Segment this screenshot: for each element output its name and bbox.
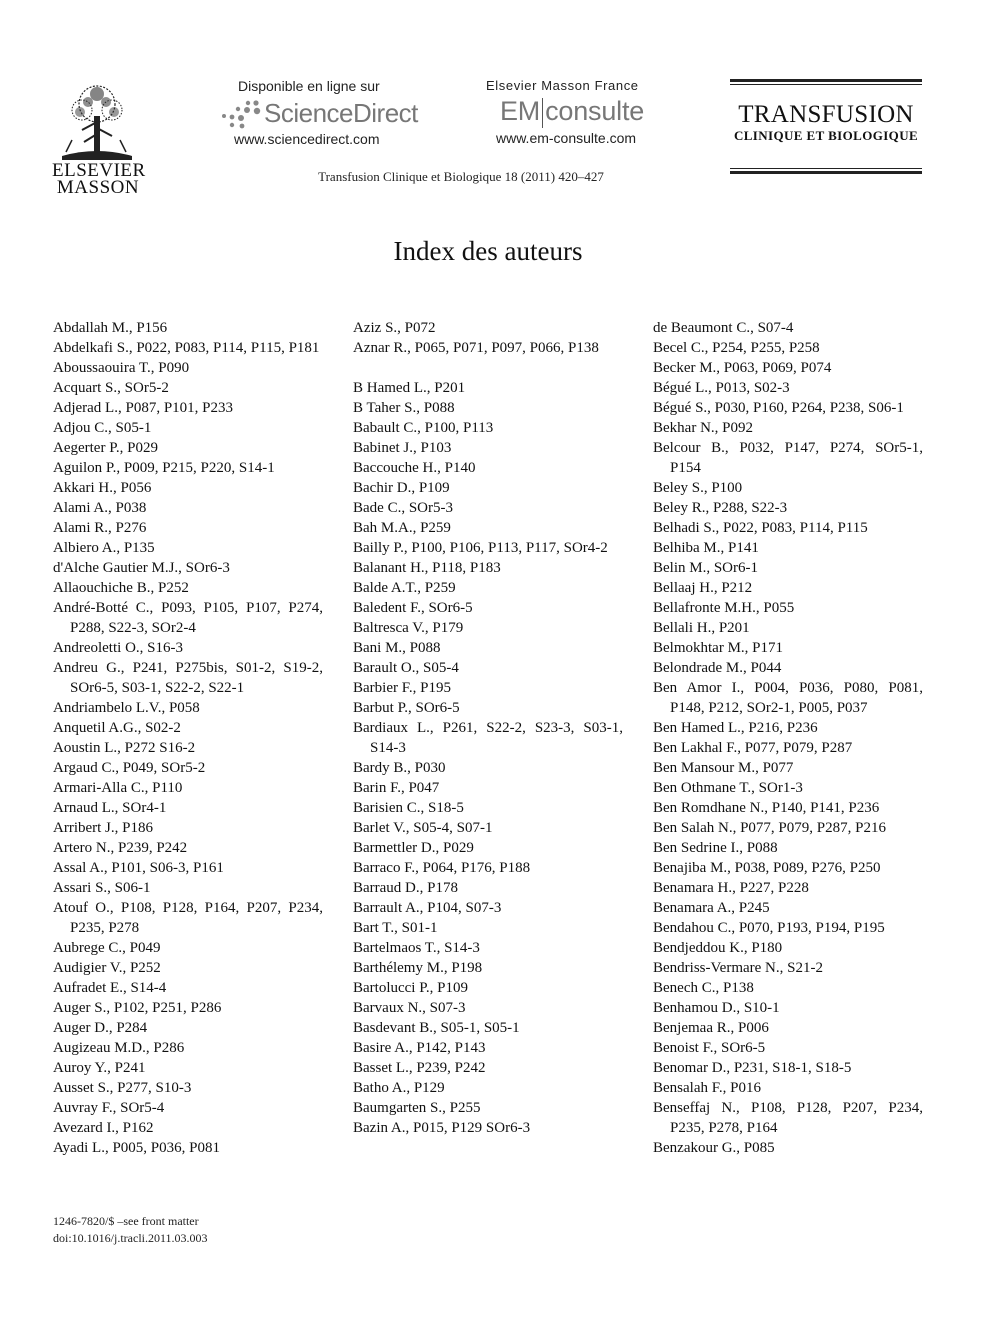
doi-line[interactable]: doi:10.1016/j.tracli.2011.03.003: [53, 1231, 208, 1245]
index-entry: Aziz S., P072: [353, 320, 436, 336]
index-entry: Becker M., P063, P069, P074: [653, 360, 832, 376]
index-entry: Bendriss-Vermare N., S21-2: [653, 960, 823, 976]
index-entry: Acquart S., SOr5-2: [53, 380, 169, 396]
index-entry: Beley S., P100: [653, 480, 743, 496]
journal-logo-rule-top: [730, 79, 922, 82]
index-entry: Armari-Alla C., P110: [53, 780, 183, 796]
index-entry: Barbut P., SOr6-5: [353, 700, 460, 716]
index-entry: Becel C., P254, P255, P258: [653, 340, 820, 356]
index-entry: Babault C., P100, P113: [353, 420, 494, 436]
index-entry: Batho A., P129: [353, 1080, 445, 1096]
index-entry: Audigier V., P252: [53, 960, 161, 976]
index-entry: Atouf O., P108, P128, P164, P207, P234, P235, P278: [53, 900, 323, 936]
elsevier-wordmark: ELSEVIER: [52, 160, 146, 181]
emconsulte-brand-em: EM: [500, 96, 541, 126]
index-entry: Belondrade M., P044: [653, 660, 782, 676]
index-entry: Benoist F., SOr6-5: [653, 1040, 766, 1056]
index-entry: Arribert J., P186: [53, 820, 153, 836]
index-entry: Barault O., S05-4: [353, 660, 459, 676]
index-column-1: [53, 318, 323, 1158]
index-entry: Barlet V., S05-4, S07-1: [353, 820, 493, 836]
index-entry: Bart T., S01-1: [353, 920, 438, 936]
journal-reference-text: Transfusion Clinique et Biologique 18 (2011) 420–427: [318, 169, 604, 184]
index-entry: Aegerter P., P029: [53, 440, 158, 456]
index-entry: Augizeau M.D., P286: [53, 1040, 185, 1056]
index-entry: Benomar D., P231, S18-1, S18-5: [653, 1060, 852, 1076]
index-entry: Assal A., P101, S06-3, P161: [53, 860, 224, 876]
emconsulte-divider: [542, 98, 543, 128]
index-entry: Basset L., P239, P242: [353, 1060, 486, 1076]
emconsulte-url[interactable]: www.em-consulte.com: [496, 129, 637, 146]
index-entry: Barbier F., P195: [353, 680, 451, 696]
index-entry: Anquetil A.G., S02-2: [53, 720, 181, 736]
index-entry: Argaud C., P049, SOr5-2: [53, 760, 206, 776]
letter-gap: [353, 358, 623, 378]
emconsulte-tagline: Elsevier Masson France: [486, 78, 639, 93]
index-column-2: [353, 318, 623, 1138]
index-entry: Barraud D., P178: [353, 880, 458, 896]
index-entry: Bani M., P088: [353, 640, 441, 656]
journal-logo-title: TRANSFUSION: [738, 101, 914, 128]
index-entry: Ben Othmane T., SOr1-3: [653, 780, 803, 796]
index-column-3: [653, 318, 923, 1158]
page-title: Index des auteurs: [393, 236, 583, 266]
index-entry: Barmettler D., P029: [353, 840, 474, 856]
index-entry: Ben Salah N., P077, P079, P287, P216: [653, 820, 886, 836]
index-entry: Bendahou C., P070, P193, P194, P195: [653, 920, 885, 936]
index-entry: Barraco F., P064, P176, P188: [353, 860, 531, 876]
index-entry: B Taher S., P088: [353, 400, 455, 416]
index-entry: Barthélemy M., P198: [353, 960, 483, 976]
index-entry: Assari S., S06-1: [53, 880, 151, 896]
index-entry: Bellaaj H., P212: [653, 580, 753, 596]
index-entry: Andreoletti O., S16-3: [53, 640, 183, 656]
index-entry: Bendjeddou K., P180: [653, 940, 783, 956]
index-entry: Balde A.T., P259: [353, 580, 456, 596]
index-entry: Auvray F., SOr5-4: [53, 1100, 165, 1116]
index-entry: Bailly P., P100, P106, P113, P117, SOr4-2: [353, 540, 608, 556]
index-entry: Aznar R., P065, P071, P097, P066, P138: [353, 340, 599, 356]
index-entry: Ben Amor I., P004, P036, P080, P081, P148, P212, SOr2-1, P005, P037: [653, 680, 923, 716]
index-entry: Bachir D., P109: [353, 480, 450, 496]
journal-logo-rule-bottom-thin: [730, 168, 922, 169]
journal-logo: [730, 79, 922, 174]
index-entry: Basire A., P142, P143: [353, 1040, 486, 1056]
index-entry: Aboussaouira T., P090: [53, 360, 190, 376]
index-entry: Bensalah F., P016: [653, 1080, 761, 1096]
index-entry: Belmokhtar M., P171: [653, 640, 783, 656]
index-entry: Alami R., P276: [53, 520, 147, 536]
index-entry: Belhiba M., P141: [653, 540, 759, 556]
index-entry: Belin M., SOr6-1: [653, 560, 758, 576]
sciencedirect-tagline: Disponible en ligne sur: [238, 78, 380, 94]
index-entry: Benamara A., P245: [653, 900, 770, 916]
index-entry: Baccouche H., P140: [353, 460, 476, 476]
issn-line: 1246-7820/$ –see front matter: [53, 1214, 199, 1228]
index-entry: Auger S., P102, P251, P286: [53, 1000, 222, 1016]
index-entry: Adjou C., S05-1: [53, 420, 152, 436]
journal-logo-rule-top-thin: [730, 84, 922, 85]
index-entry: Bazin A., P015, P129 SOr6-3: [353, 1120, 531, 1136]
index-entry: Albiero A., P135: [53, 540, 155, 556]
index-entry: Basdevant B., S05-1, S05-1: [353, 1020, 520, 1036]
journal-logo-rule-bottom: [730, 171, 922, 174]
index-entry: Ben Lakhal F., P077, P079, P287: [653, 740, 853, 756]
sciencedirect-url[interactable]: www.sciencedirect.com: [234, 131, 380, 147]
index-entry: Barisien C., S18-5: [353, 800, 464, 816]
index-entry: Bartolucci P., P109: [353, 980, 468, 996]
index-entry: Benjemaa R., P006: [653, 1020, 769, 1036]
index-entry: Ben Hamed L., P216, P236: [653, 720, 818, 736]
index-entry: Benseffaj N., P108, P128, P207, P234, P235, P278, P164: [653, 1100, 923, 1136]
index-entry: Bade C., SOr5-3: [353, 500, 453, 516]
index-entry: Bardiaux L., P261, S22-2, S23-3, S03-1, S14-3: [353, 720, 623, 756]
index-entry: Benech C., P138: [653, 980, 754, 996]
index-entry: Bah M.A., P259: [353, 520, 451, 536]
index-entry: Bellafronte M.H., P055: [653, 600, 795, 616]
sciencedirect-brand: ScienceDirect: [264, 98, 418, 128]
index-entry: Belhadi S., P022, P083, P114, P115: [653, 520, 868, 536]
index-entry: Bégué S., P030, P160, P264, P238, S06-1: [653, 400, 904, 416]
index-entry: Baltresca V., P179: [353, 620, 464, 636]
index-entry: Benhamou D., S10-1: [653, 1000, 780, 1016]
index-entry: Barvaux N., S07-3: [353, 1000, 466, 1016]
index-entry: Adjerad L., P087, P101, P233: [53, 400, 233, 416]
index-entry: Bartelmaos T., S14-3: [353, 940, 480, 956]
sciencedirect-block: [218, 78, 418, 147]
index-entry: Aguilon P., P009, P215, P220, S14-1: [53, 460, 275, 476]
index-entry: Aoustin L., P272 S16-2: [53, 740, 196, 756]
page-header: [0, 0, 992, 215]
index-entry: Arnaud L., SOr4-1: [53, 800, 167, 816]
index-entry: Ben Sedrine I., P088: [653, 840, 778, 856]
index-entry: Akkari H., P056: [53, 480, 152, 496]
emconsulte-block: [486, 78, 666, 146]
index-entry: Ben Mansour M., P077: [653, 760, 794, 776]
index-entry: Balanant H., P118, P183: [353, 560, 501, 576]
index-entry: Bellali H., P201: [653, 620, 750, 636]
index-entry: Andriambelo L.V., P058: [53, 700, 200, 716]
index-entry: Barrault A., P104, S07-3: [353, 900, 502, 916]
index-entry: Beley R., P288, S22-3: [653, 500, 788, 516]
index-entry: Bekhar N., P092: [653, 420, 753, 436]
index-entry: Aubrege C., P049: [53, 940, 161, 956]
index-entry: Abdallah M., P156: [53, 320, 168, 336]
masson-wordmark: MASSON: [56, 177, 140, 198]
index-entry: Ausset S., P277, S10-3: [53, 1080, 192, 1096]
index-entry: Babinet J., P103: [353, 440, 452, 456]
index-entry: Ben Romdhane N., P140, P141, P236: [653, 800, 880, 816]
emconsulte-brand: [500, 96, 666, 128]
index-entry: Allaouchiche B., P252: [53, 580, 189, 596]
journal-logo-subtitle: CLINIQUE ET BIOLOGIQUE: [733, 128, 919, 143]
index-entry: Auger D., P284: [53, 1020, 148, 1036]
index-entry: Ayadi L., P005, P036, P081: [53, 1140, 220, 1156]
index-entry: B Hamed L., P201: [353, 380, 466, 396]
index-entry: Aufradet E., S14-4: [53, 980, 167, 996]
index-entry: Baumgarten S., P255: [353, 1100, 481, 1116]
index-entry: Benzakour G., P085: [653, 1140, 775, 1156]
index-entry: Andreu G., P241, P275bis, S01-2, S19-2, SOr6-5, S03-1, S22-2, S22-1: [53, 660, 323, 696]
emconsulte-brand-consulte: consulte: [545, 96, 645, 126]
page-footer: [53, 1213, 208, 1247]
index-entry: Bégué L., P013, S02-3: [653, 380, 790, 396]
sciencedirect-dots-icon: [218, 99, 264, 129]
index-entry: Benajiba M., P038, P089, P276, P250: [653, 860, 881, 876]
index-entry: Avezard I., P162: [53, 1120, 154, 1136]
index-entry: Bardy B., P030: [353, 760, 446, 776]
index-entry: Barin F., P047: [353, 780, 440, 796]
index-entry: Alami A., P038: [53, 500, 147, 516]
index-entry: Belcour B., P032, P147, P274, SOr5-1, P154: [653, 440, 923, 476]
index-entry: Artero N., P239, P242: [53, 840, 188, 856]
index-entry: Benamara H., P227, P228: [653, 880, 809, 896]
index-entry: d'Alche Gautier M.J., SOr6-3: [53, 560, 230, 576]
index-entry: Auroy Y., P241: [53, 1060, 146, 1076]
index-entry: de Beaumont C., S07-4: [653, 320, 794, 336]
index-entry: Abdelkafi S., P022, P083, P114, P115, P181: [53, 340, 320, 356]
index-entry: Baledent F., SOr6-5: [353, 600, 473, 616]
elsevier-tree-icon: [52, 82, 142, 162]
index-entry: André-Botté C., P093, P105, P107, P274, P288, S22-3, SOr2-4: [53, 600, 323, 636]
